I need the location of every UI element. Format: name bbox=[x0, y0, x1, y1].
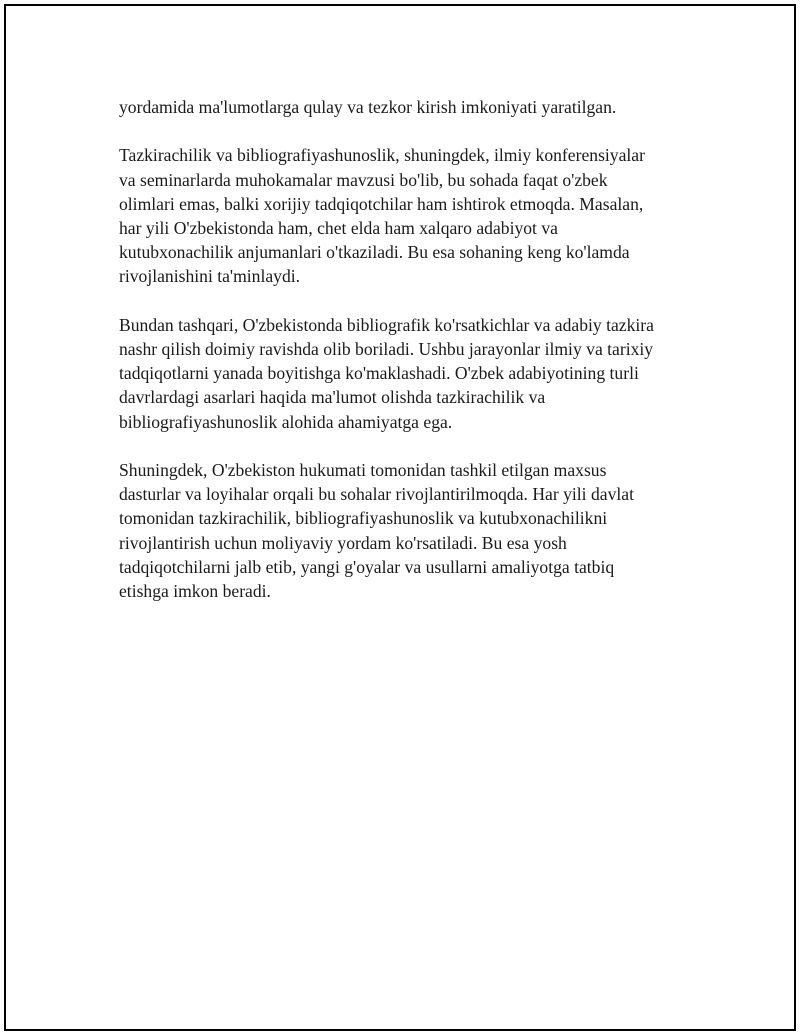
text-line: olimlari emas, balki xorijiy tadqiqotchilar ham ishtirok etmoqda. Masalan, bbox=[119, 193, 644, 214]
text-line: bibliografiyashunoslik alohida ahamiyatga ega. bbox=[119, 411, 453, 432]
text-line: yordamida ma'lumotlarga qulay va tezkor kirish imkoniyati yaratilgan. bbox=[119, 97, 617, 117]
text-line: nashr qilish doimiy ravishda olib boriladi. Ushbu jarayonlar ilmiy va tarixiy bbox=[119, 339, 654, 359]
text-line: kutubxonachilik anjumanlari o'tkaziladi. Bu esa sohaning keng ko'lamda bbox=[119, 242, 630, 263]
paragraph-2 bbox=[119, 143, 709, 288]
document-page bbox=[4, 4, 796, 1031]
text-line: tomonidan tazkirachilik, bibliografiyashunoslik va kutubxonachilikni bbox=[119, 508, 608, 529]
text-line: dasturlar va loyihalar orqali bu sohalar rivojlantirilmoqda. Har yili davlat bbox=[119, 484, 634, 505]
text-line: davrlardagi asarlari haqida ma'lumot olishda tazkirachilik va bbox=[119, 387, 546, 408]
text-line: tadqiqotchilarni jalb etib, yangi g'oyalar va usullarni amaliyotga tatbiq bbox=[119, 556, 615, 577]
text-line: tadqiqotlarni yanada boyitishga ko'maklashadi. O'zbek adabiyotining turli bbox=[119, 363, 639, 384]
paragraph-1 bbox=[119, 95, 709, 119]
text-line: rivojlanishini ta'minlaydi. bbox=[119, 266, 301, 287]
paragraph-3 bbox=[119, 313, 709, 434]
text-line: etishga imkon beradi. bbox=[119, 581, 271, 602]
text-line: rivojlantirish uchun moliyaviy yordam ko'rsatiladi. Bu esa yosh bbox=[119, 532, 567, 553]
text-line: va seminarlarda muhokamalar mavzusi bo'lib, bu sohada faqat o'zbek bbox=[119, 169, 608, 190]
text-line: har yili O'zbekistonda ham, chet elda ham xalqaro adabiyot va bbox=[119, 218, 558, 238]
text-line: Bundan tashqari, O'zbekistonda bibliografik ko'rsatkichlar va adabiy tazkira bbox=[119, 314, 654, 335]
text-line: Tazkirachilik va bibliografiyashunoslik, shuningdek, ilmiy konferensiyalar bbox=[119, 145, 645, 166]
paragraph-4 bbox=[119, 458, 709, 603]
text-line: Shuningdek, O'zbekiston hukumati tomonidan tashkil etilgan maxsus bbox=[119, 460, 607, 480]
document-body bbox=[119, 95, 709, 627]
